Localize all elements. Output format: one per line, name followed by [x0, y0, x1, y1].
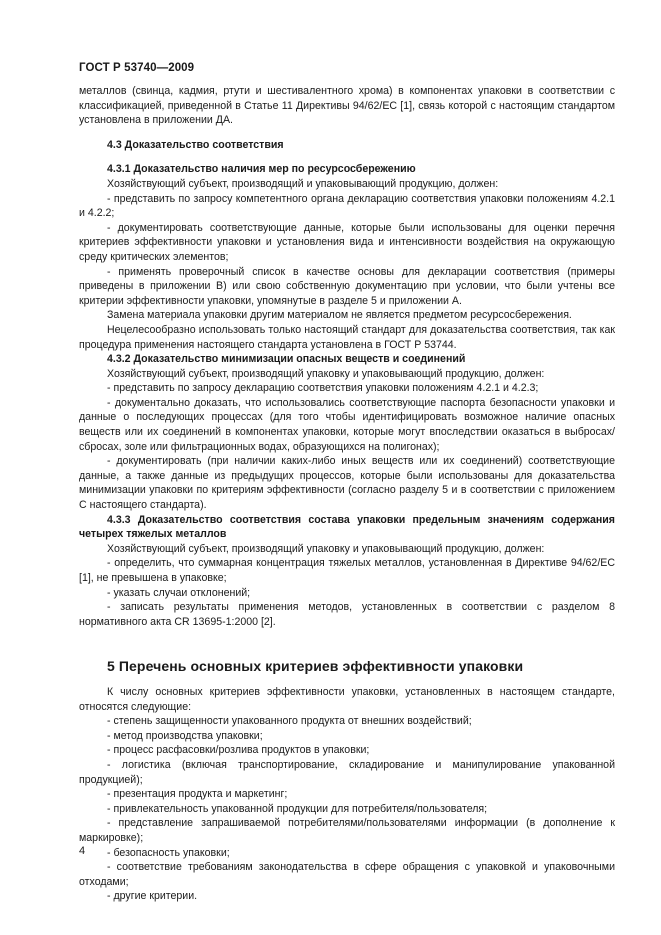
paragraph: - записать результаты применения методов, установленных в соответствии с разделом 8 нормативного акта CR 13695-1:2000 [2]. [79, 601, 615, 628]
paragraph: - документировать соответствующие данные, которые были использованы для оценки перечня критериев эффективности упаковки и установления вида и интенсивности воздействия на окружающую среду критических элементов; [79, 221, 615, 263]
paragraph: - документально доказать, что использовались соответствующие паспорта безопасности упаковки и данные о последующих процессах (для того чтобы идентифицировать возможное наличие опасных веществ или их соединений в компонентах упаковки, которые могут впоследствии оказаться в выбросах/сбросах, золе или фильтрационных водах, образующихся на полигонах); [79, 396, 615, 453]
paragraph: - представить по запросу компетентного органа декларацию соответствия упаковки положениям 4.2.1 и 4.2.2; [79, 192, 615, 220]
paragraph: - указать случаи отклонений; [107, 586, 251, 599]
paragraph: - определить, что суммарная концентрация тяжелых металлов, установленная в Директиве 94/62/ЕС [1], не превышена в упаковке; [79, 557, 615, 584]
paragraph: - документировать (при наличии каких-либо иных веществ или их соединений) соответствующие данные, а также данные из предыдущих процессов, которые были использованы для доказательства минимизации упаковки по критериям эффективности (согласно разделу 5 и в соответствии с приложением С настоящего стандарта). [79, 455, 615, 512]
paragraph: - применять проверочный список в качестве основы для декларации соответствия (примеры приведены в приложении В) или свою собственную документацию при условии, что были учтены все критерии эффективности упаковки, упомянутые в разделе 5 и приложении А. [79, 265, 615, 307]
paragraph: - представить по запросу декларацию соответствия упаковки положениям 4.2.1 и 4.2.3; [107, 382, 539, 395]
spacer [79, 128, 615, 138]
paragraph: Замена материала упаковки другим материалом не является предметом ресурсосбережения. [107, 309, 572, 322]
document-body [79, 84, 615, 904]
paragraph: - логистика (включая транспортирование, складирование и манипулирование упакованной продукцией); [79, 758, 615, 786]
paragraph: - презентация продукта и маркетинг; [107, 788, 288, 801]
paragraph: металлов (свинца, кадмия, ртути и шестивалентного хрома) в компонентах упаковки в соответствии с классификацией, приведенной в Статье 11 Директивы 94/62/ЕС [1], связь которой с настоящим стандартом установлена в приложении ДА. [79, 85, 615, 127]
paragraph: - степень защищенности упакованного продукта от внешних воздействий; [107, 715, 472, 728]
section-heading: 4.3.3 Доказательство соответствия состава упаковки предельным значениям содержания четырех тяжелых металлов [79, 513, 615, 541]
page-number: 4 [79, 845, 86, 857]
spacer [79, 152, 615, 162]
chapter-heading: 5 Перечень основных критериев эффективности упаковки [107, 658, 524, 675]
section-heading: 4.3.2 Доказательство минимизации опасных веществ и соединений [107, 353, 466, 366]
section-heading: 4.3.1 Доказательство наличия мер по ресурсосбережению [107, 163, 416, 176]
paragraph: - соответствие требованиям законодательства в сфере обращения с упаковкой и упаковочными отходами; [79, 861, 615, 888]
paragraph: - представление запрашиваемой потребителями/пользователями информации (в дополнение к маркировке); [79, 817, 615, 844]
paragraph: К числу основных критериев эффективности упаковки, установленных в настоящем стандарте, относятся следующие: [79, 685, 615, 713]
document-header: ГОСТ Р 53740—2009 [79, 62, 195, 74]
paragraph: Нецелесообразно использовать только настоящий стандарт для доказательства соответствия, так как процедура применения настоящего стандарта установлена в ГОСТ Р 53744. [79, 323, 615, 351]
paragraph: - процесс расфасовки/розлива продуктов в упаковки; [107, 744, 370, 757]
section-heading: 4.3 Доказательство соответствия [107, 138, 284, 151]
paragraph: - метод производства упаковки; [107, 729, 263, 742]
paragraph: - другие критерии. [107, 890, 198, 903]
paragraph: Хозяйствующий субъект, производящий и упаковывающий продукцию, должен: [107, 177, 499, 190]
paragraph: Хозяйствующий субъект, производящий упаковку и упаковывающий продукцию, должен: [107, 542, 545, 555]
paragraph: Хозяйствующий субъект, производящий упаковку и упаковывающий продукцию, должен: [107, 367, 545, 380]
paragraph: - привлекательность упакованной продукции для потребителя/пользователя; [107, 802, 488, 815]
paragraph: - безопасность упаковки; [107, 846, 230, 859]
